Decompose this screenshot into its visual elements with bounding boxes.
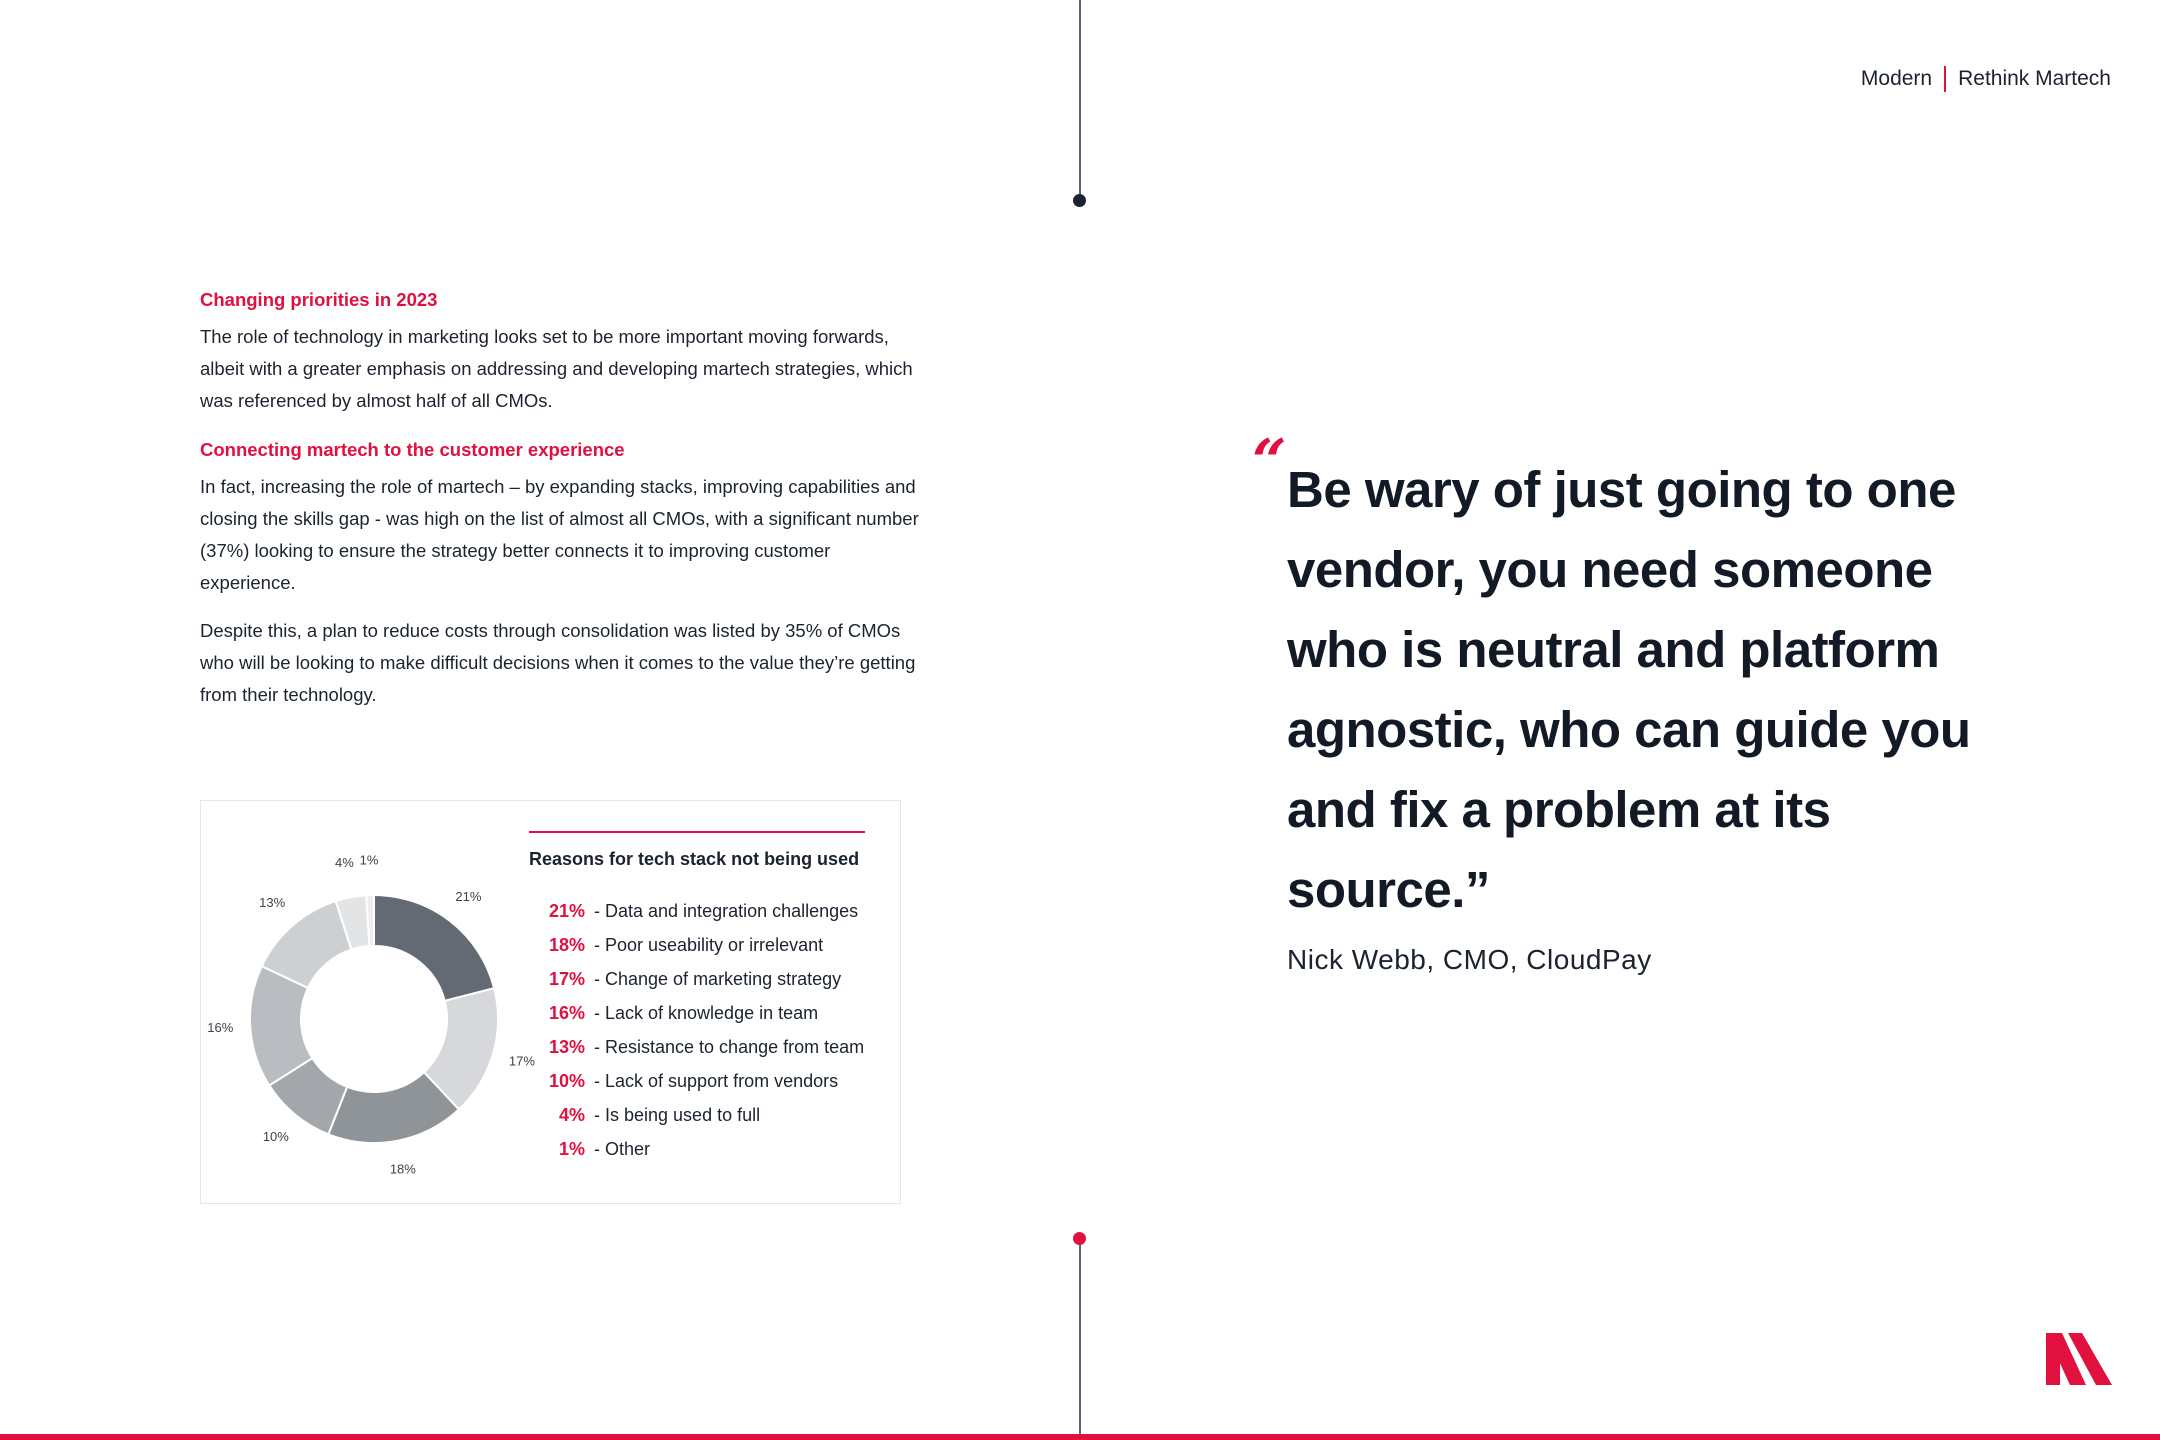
legend-item [529, 962, 889, 996]
legend-value: 4% [558, 1105, 585, 1125]
legend-item [529, 996, 889, 1030]
article-body [200, 289, 920, 727]
divider-line-bottom [1079, 1238, 1081, 1440]
footer-bar [0, 1434, 2160, 1440]
slice-label: 16% [207, 1020, 234, 1036]
legend-label: - Change of marketing strategy [589, 969, 842, 989]
slice-label: 4% [334, 855, 354, 871]
chart-title: Reasons for tech stack not being used [529, 849, 860, 869]
divider-line-top [1079, 0, 1081, 198]
legend-value: 21% [548, 901, 585, 921]
legend-rule [529, 831, 865, 833]
paragraph-martech-role: In fact, increasing the role of martech – by expanding stacks, improving capabilities and closing the skills gap - was high on the list of almost all CMOs, with a significant number (37%) looking to ensure the strategy better connects it to improving customer experience. [200, 476, 919, 593]
slice-label: 21% [455, 888, 482, 904]
brand-separator [1944, 66, 1946, 92]
brand-left-label: Modern [1860, 67, 1933, 90]
quote-attribution: Nick Webb, CMO, CloudPay [1287, 944, 1652, 975]
legend-value: 1% [558, 1139, 585, 1159]
slice-label: 1% [359, 852, 379, 868]
legend-value: 13% [548, 1037, 585, 1057]
legend-label: - Lack of knowledge in team [589, 1003, 819, 1023]
legend-value: 10% [548, 1071, 585, 1091]
paragraph-consolidation: Despite this, a plan to reduce costs through consolidation was listed by 35% of CMOs who will be looking to make difficult decisions when it comes to the value they’re getting from their technology. [200, 620, 916, 705]
legend-value: 17% [548, 969, 585, 989]
legend-label: - Data and integration challenges [589, 901, 859, 921]
legend-item [529, 894, 889, 928]
legend-label: - Resistance to change from team [589, 1037, 865, 1057]
legend-label: - Poor useability or irrelevant [589, 935, 824, 955]
section-heading-customer-experience: Connecting martech to the customer experience [200, 439, 625, 460]
chart-card [200, 800, 901, 1204]
brand-right-label: Rethink Martech [1958, 67, 2111, 90]
legend-item [529, 1064, 889, 1098]
legend-item [529, 928, 889, 962]
legend-label: - Is being used to full [589, 1105, 761, 1125]
brand-logo-icon [2046, 1333, 2112, 1385]
chart-legend [529, 831, 889, 1166]
legend-label: - Lack of support from vendors [589, 1071, 839, 1091]
legend-item [529, 1132, 889, 1166]
donut-slice [374, 895, 494, 1001]
paragraph-priorities: The role of technology in marketing looks set to be more important moving forwards, albeit with a greater emphasis on addressing and developing martech strategies, which was referenced by almost half of all CMOs. [200, 326, 913, 411]
divider-dot-bottom [1073, 1232, 1086, 1245]
pull-quote: Be wary of just going to one vendor, you need someone who is neutral and platform agnostic, who can guide you and fix a problem at its source.” [1287, 461, 1971, 918]
slice-label: 13% [259, 894, 286, 910]
legend-label: - Other [589, 1139, 651, 1159]
divider-dot-top [1073, 194, 1086, 207]
section-heading-priorities: Changing priorities in 2023 [200, 289, 438, 310]
legend-value: 18% [548, 935, 585, 955]
slice-label: 10% [262, 1129, 289, 1145]
header-brand [1861, 66, 2111, 92]
legend-list [529, 894, 889, 1166]
quote-mark-icon: “ [1252, 427, 1287, 497]
slice-label: 18% [389, 1161, 416, 1177]
donut-chart [201, 801, 535, 1203]
legend-value: 16% [548, 1003, 585, 1023]
legend-item [529, 1030, 889, 1064]
legend-item [529, 1098, 889, 1132]
slice-label: 17% [508, 1053, 535, 1069]
